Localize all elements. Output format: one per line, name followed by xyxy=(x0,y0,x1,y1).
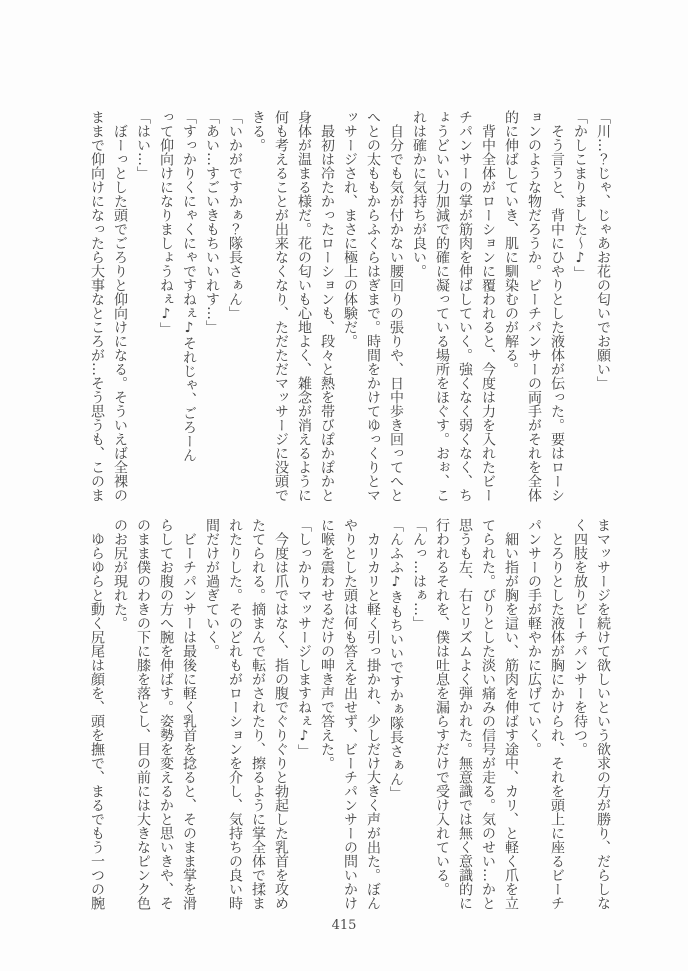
text-line: とろりとした液体が胸にかけられ、それを頭上に座るビーチ xyxy=(549,518,565,910)
text-line: きる。 xyxy=(250,110,266,152)
text-line: 「川…？じゃ、じゃあお花の匂いでお願い」 xyxy=(595,110,611,390)
text-line: ぼーっとした頭でごろりと仰向けになる。そういえば全裸の xyxy=(112,110,128,502)
text-line: く四肢を放りビーチパンサーを待つ。 xyxy=(572,518,588,756)
text-line: に喉を震わせるだけの呻き声で答えた。 xyxy=(319,518,335,770)
text-line: まマッサージを続けて欲しいという欲求の方が勝り、だらしな xyxy=(595,518,611,910)
text-line: そう言うと、背中にひやりとした液体が伝った。要はローシ xyxy=(549,110,565,502)
text-line: 間だけが過ぎていく。 xyxy=(204,518,220,658)
text-line: れたりした。そのどれもがローションを介し、気持ちの良い時 xyxy=(227,518,243,910)
text-line: ょうどいい力加減で的確に凝っている場所をほぐす。おぉ、こ xyxy=(434,110,450,502)
text-line: ッサージされ、まさに極上の体験だ。 xyxy=(342,110,358,348)
text-line: たてられる。摘まんで転がされたり、擦るように掌全体で揉ま xyxy=(250,518,266,910)
text-line: 「すっかりくにゃくにゃですねぇ♪それじゃ、ごろーん xyxy=(181,110,197,462)
text-line: ままで仰向けになったら大事なところが…そう思うも、このま xyxy=(89,110,105,502)
text-line: ョンのような物だろうか。ビーチパンサーの両手がそれを全体 xyxy=(526,110,542,502)
text-line: てられた。ぴりとした淡い痛みの信号が走る。気のせい…かと xyxy=(480,518,496,910)
text-line: 「いかがですかぁ？隊長さぁん」 xyxy=(227,110,243,320)
text-line: 最初は冷たかったローションも、段々と熱を帯びぽかぽかと xyxy=(319,110,335,502)
text-line: れは確かに気持ちが良い。 xyxy=(411,110,427,278)
text-line: らしてお腹の方へ腕を伸ばす。姿勢を変えるかと思いきや、そ xyxy=(158,518,174,910)
text-line: 「しっかりマッサージしますねぇ♪」 xyxy=(296,518,312,758)
upper-text-band xyxy=(85,110,614,502)
text-line: のまま僕のわきの下に膝を落とし、目の前には大きなピンク色 xyxy=(135,518,151,910)
text-line: 細い指が胸を這い、筋肉を伸ばす途中、カリ、と軽く爪を立 xyxy=(503,518,519,910)
page-number: 415 xyxy=(331,918,357,933)
text-line: パンサーの手が軽やかに広げていく。 xyxy=(526,518,542,756)
text-line: やりとした頭は何も答えを出せず、ビーチパンサーの問いかけ xyxy=(342,518,358,910)
text-line: 「かしこまりました～♪」 xyxy=(572,110,588,280)
text-line: チパンサーの掌が筋肉を伸ばしていく。強くなく弱くなく、ち xyxy=(457,110,473,502)
text-line: 背中全体がローションに覆われると、今度は力を入れたビー xyxy=(480,110,496,502)
text-line: 「んっ…はぁ…」 xyxy=(411,518,427,630)
lower-text-band xyxy=(85,518,614,910)
text-line: 「んふふ♪きもちいいですかぁ隊長さぁん」 xyxy=(388,518,404,800)
text-line: のお尻が現れた。 xyxy=(112,518,128,630)
text-line: 「あい…すごいきもちいいれす…」 xyxy=(204,110,220,334)
text-line: ビーチパンサーは最後に軽く乳首を捻ると、そのまま掌を滑 xyxy=(181,518,197,910)
text-line: カリカリと軽く引っ掛かれ、少しだけ大きく声が出た。ぼん xyxy=(365,518,381,910)
text-line: 今度は爪ではなく、指の腹でぐりぐりと勃起した乳首を攻め xyxy=(273,518,289,910)
text-line: って仰向けになりましょうねぇ♪」 xyxy=(158,110,174,336)
text-line: 自分でも気が付かない腰回りの張りや、日中歩き回ってへと xyxy=(388,110,404,502)
text-line: 「はい…」 xyxy=(135,110,151,180)
text-line: 行われるそれを、僕は吐息を漏らすだけで受け入れている。 xyxy=(434,518,450,896)
text-line: ゆらゆらと動く尻尾は顔を、頭を撫で、まるでもう一つの腕 xyxy=(89,518,105,910)
text-line: 何も考えることが出来なくなり、ただただマッサージに没頭で xyxy=(273,110,289,502)
text-line: 思うも左、右とリズムよく弾かれた。無意識では無く意識的に xyxy=(457,518,473,910)
text-line: 的に伸ばしていき、肌に馴染むのが解る。 xyxy=(503,110,519,376)
text-line: へとの太ももからふくらはぎまで。時間をかけてゆっくりとマ xyxy=(365,110,381,502)
text-line: 身体が温まる様だ。花の匂いも心地よく、雑念が消えるように xyxy=(296,110,312,502)
